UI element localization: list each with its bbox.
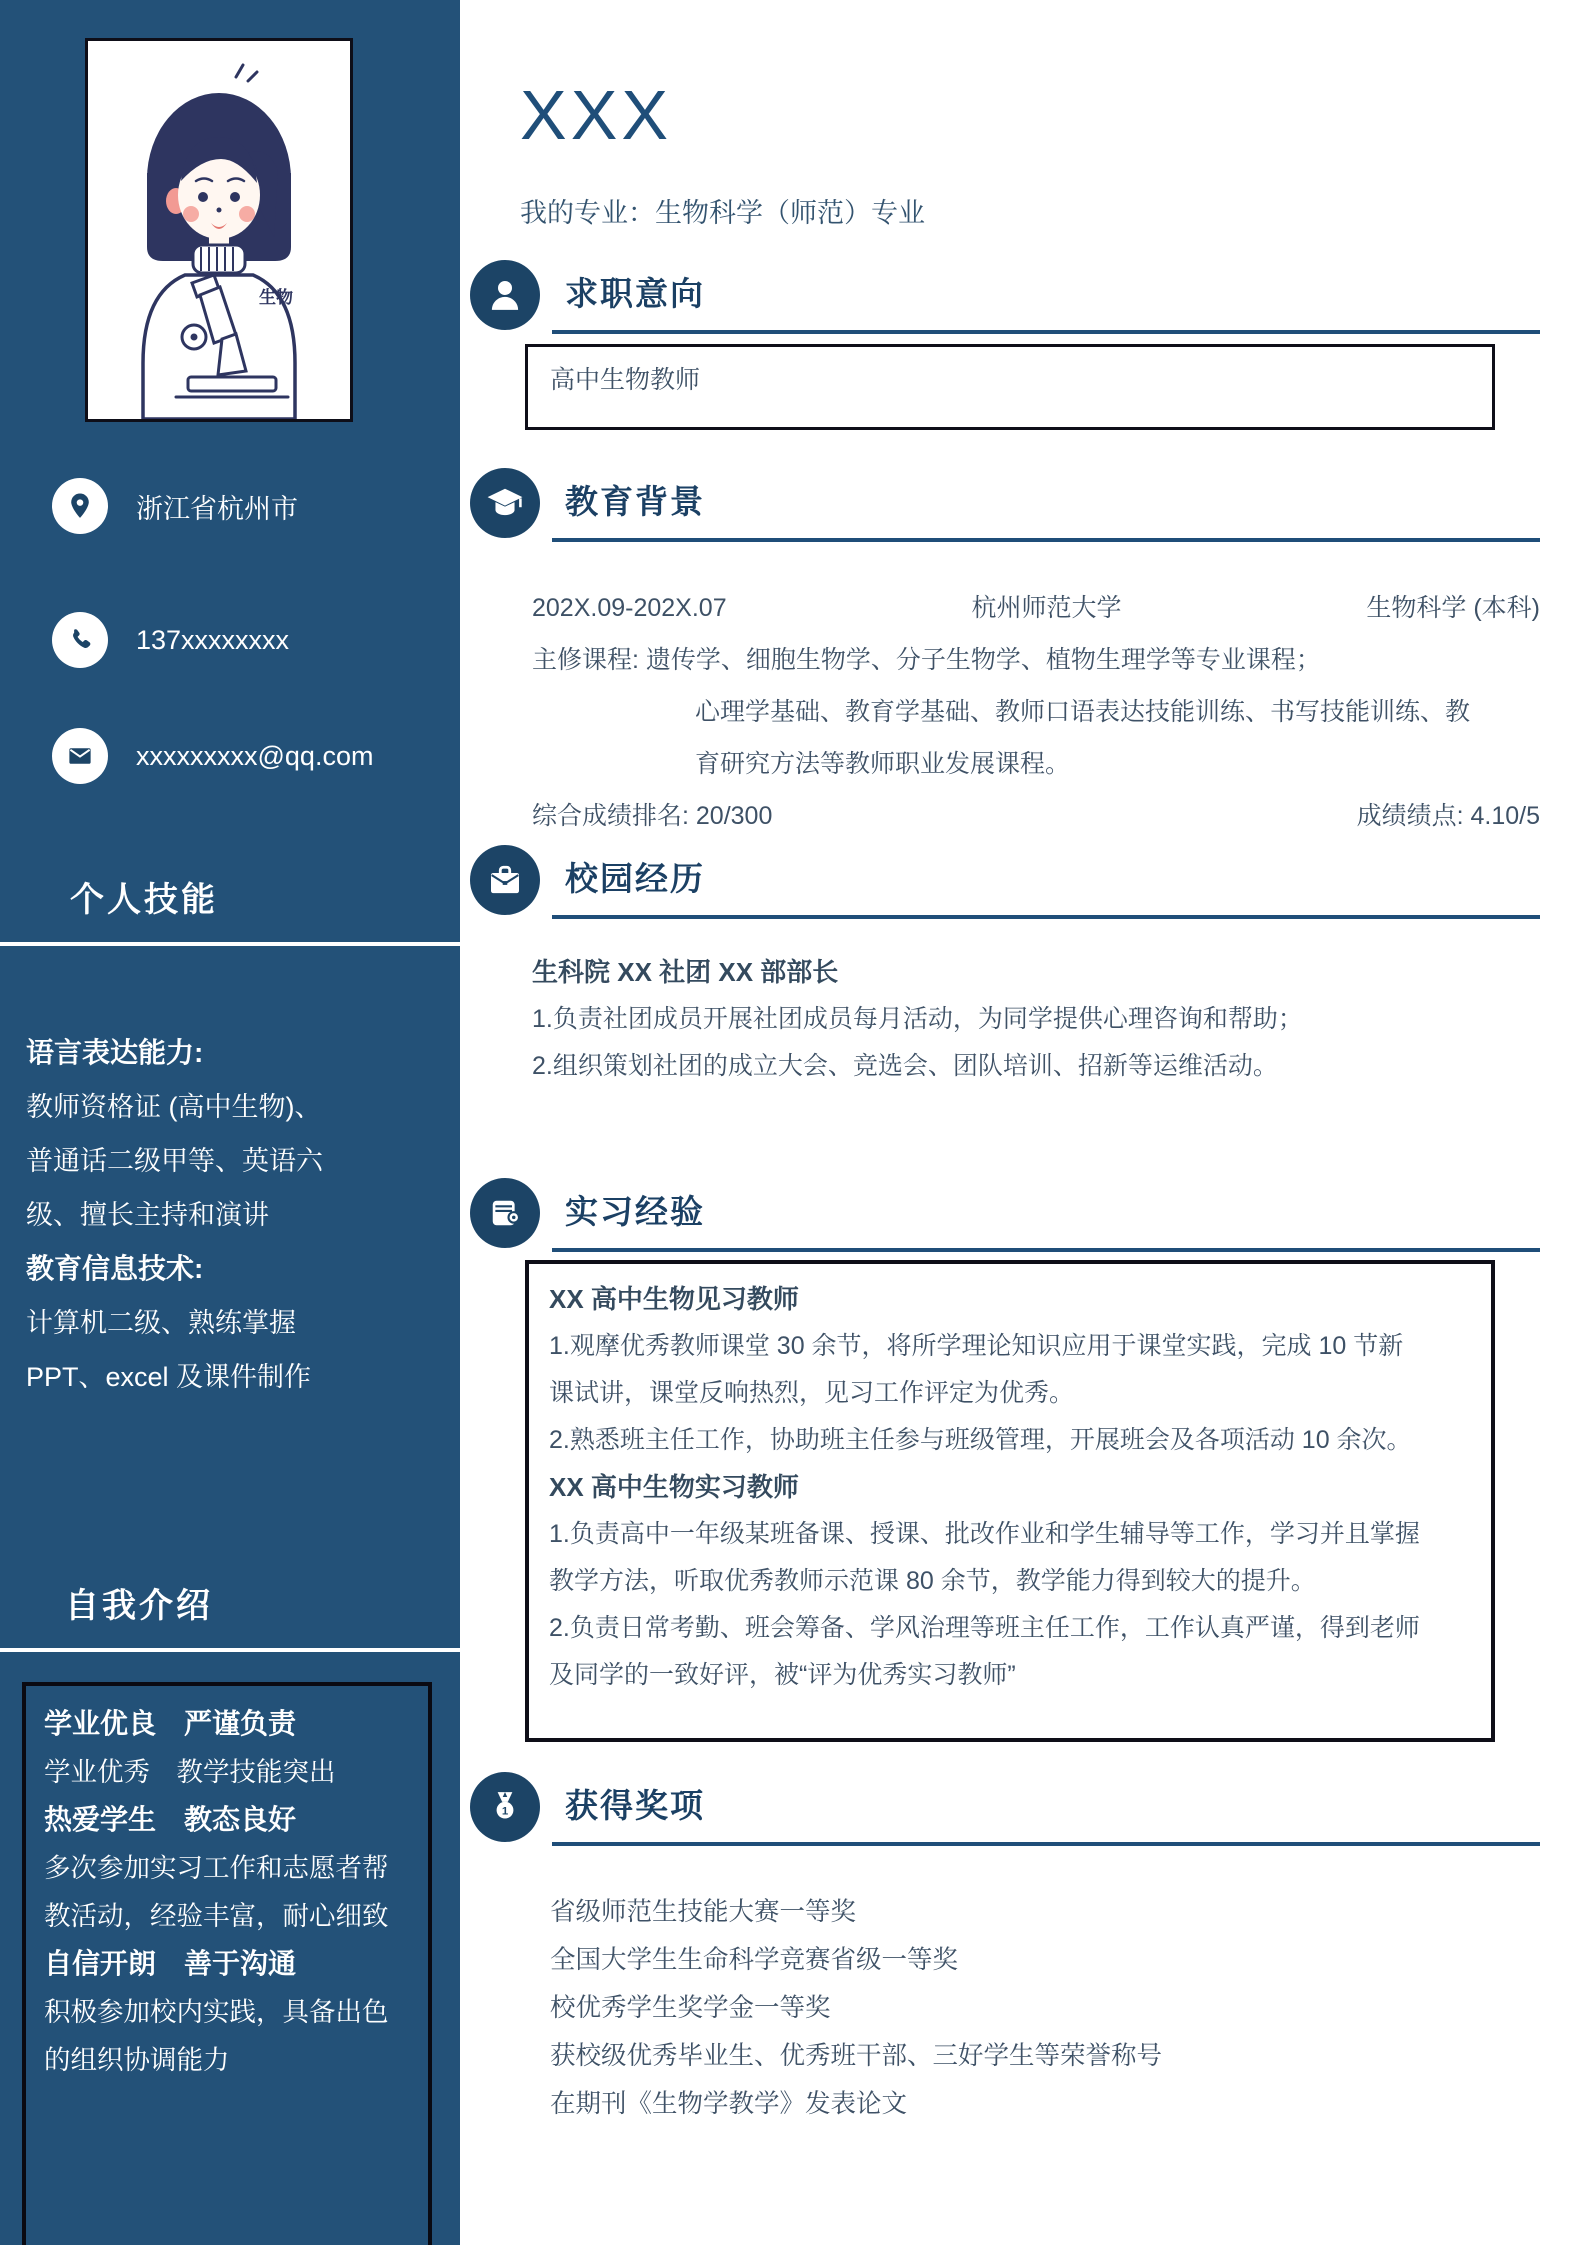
- section-underline: [552, 330, 1540, 334]
- section-education: [470, 468, 1540, 842]
- job-intent-value: 高中生物教师: [550, 366, 701, 394]
- graduation-cap-icon: [470, 468, 540, 538]
- internship-line: 1.负责高中一年级某班备课、授课、批改作业和学生辅导等工作，学习并且掌握: [549, 1520, 1420, 1548]
- internship-role: XX 高中生物见习教师: [549, 1284, 799, 1314]
- section-header: [470, 1178, 1540, 1252]
- intro-line: 多次参加实习工作和志愿者帮: [44, 1853, 389, 1883]
- internship-line: 及同学的一致好评，被“评为优秀实习教师”: [549, 1661, 1016, 1689]
- award-item: 校优秀学生奖学金一等奖: [550, 1994, 831, 2022]
- email-text: xxxxxxxxx@qq.com: [136, 740, 374, 771]
- phone-text: 137xxxxxxxx: [136, 624, 290, 655]
- briefcase-icon: [470, 845, 540, 915]
- education-summary-row: [532, 582, 1540, 634]
- candidate-name: XXX: [520, 76, 673, 154]
- education-courses-line: 育研究方法等教师职业发展课程。: [695, 750, 1071, 778]
- education-period: 202X.09-202X.07: [532, 594, 727, 622]
- self-intro-box: [22, 1682, 432, 2245]
- award-item: 全国大学生生命科学竞赛省级一等奖: [550, 1946, 959, 1974]
- intro-line: 的组织协调能力: [44, 2045, 230, 2075]
- section-header: [470, 1772, 1540, 1846]
- sidebar-divider: [0, 942, 460, 946]
- section-header: [470, 845, 1540, 919]
- skill-line: PPT、excel 及课件制作: [26, 1362, 312, 1392]
- campus-role: 生科院 XX 社团 XX 部部长: [532, 957, 839, 987]
- section-awards: [470, 1772, 1540, 2128]
- intro-section-title: 自我介绍: [65, 1587, 213, 1625]
- campus-content: [532, 949, 1540, 1090]
- intro-line: 教活动，经验丰富，耐心细致: [44, 1901, 389, 1931]
- profile-photo: [85, 38, 353, 422]
- skill-line: 级、擅长主持和演讲: [26, 1200, 269, 1230]
- section-title: 教育背景: [565, 483, 705, 520]
- section-campus: [470, 845, 1540, 1090]
- skill-line: 计算机二级、熟练掌握: [26, 1308, 296, 1338]
- sidebar-divider: [0, 1648, 460, 1652]
- svg-text:1: 1: [501, 1805, 509, 1818]
- education-content: [532, 582, 1540, 842]
- education-courses-line: 心理学基础、教育学基础、教师口语表达技能训练、书写技能训练、教: [695, 698, 1471, 726]
- medal-icon: [470, 1772, 540, 1842]
- skill-line: 教师资格证 (高中生物)、: [26, 1092, 322, 1122]
- section-internship: [470, 1178, 1540, 1742]
- sidebar: [0, 0, 460, 2245]
- internship-role: XX 高中生物实习教师: [549, 1472, 799, 1502]
- shirt-label-text: 生物: [259, 288, 293, 307]
- phone-icon: [52, 612, 108, 668]
- skill-line: 教育信息技术:: [26, 1253, 204, 1284]
- cartoon-portrait-illustration: [88, 41, 350, 419]
- education-gpa: 成绩绩点: 4.10/5: [1356, 802, 1540, 830]
- section-underline: [552, 1842, 1540, 1846]
- internship-line: 课试讲，课堂反响热烈，见习工作评定为优秀。: [549, 1379, 1075, 1407]
- education-rank: 综合成绩排名: 20/300: [532, 802, 773, 830]
- education-grades-row: [532, 790, 1540, 842]
- education-school: 杭州师范大学: [971, 594, 1122, 622]
- campus-item: 1.负责社团成员开展社团成员每月活动，为同学提供心理咨询和帮助；: [532, 1005, 1303, 1033]
- education-degree: 生物科学 (本科): [1366, 594, 1540, 622]
- job-intent-box: [525, 344, 1495, 430]
- skills-list: [26, 1026, 450, 1404]
- internship-line: 教学方法，听取优秀教师示范课 80 余节，教学能力得到较大的提升。: [549, 1567, 1316, 1595]
- award-item: 在期刊《生物学教学》发表论文: [550, 2090, 908, 2118]
- intro-line: 自信开朗 善于沟通: [44, 1948, 297, 1979]
- award-item: 获校级优秀毕业生、优秀班干部、三好学生等荣誉称号: [550, 2042, 1163, 2070]
- internship-line: 2.负责日常考勤、班会筹备、学风治理等班主任工作，工作认真严谨，得到老师: [549, 1614, 1420, 1642]
- education-courses-line: 主修课程: 遗传学、细胞生物学、分子生物学、植物生理学等专业课程；: [532, 646, 1321, 674]
- award-item: 省级师范生技能大赛一等奖: [550, 1898, 857, 1926]
- contact-phone: [52, 612, 289, 668]
- skill-line: 语言表达能力:: [26, 1037, 204, 1068]
- section-title: 获得奖项: [565, 1787, 705, 1824]
- location-text: 浙江省杭州市: [136, 493, 298, 524]
- skill-line: 普通话二级甲等、英语六: [26, 1146, 323, 1176]
- contact-location: [52, 478, 298, 534]
- major-subtitle: 我的专业：生物科学（师范）专业: [520, 198, 925, 228]
- intro-line: 学业优秀 教学技能突出: [44, 1757, 336, 1787]
- envelope-icon: [52, 728, 108, 784]
- internship-line: 2.熟悉班主任工作，协助班主任参与班级管理，开展班会及各项活动 10 余次。: [549, 1426, 1412, 1454]
- section-title: 校园经历: [565, 860, 705, 897]
- section-job-intent: [470, 260, 1540, 430]
- section-underline: [552, 1248, 1540, 1252]
- wallet-icon: [470, 1178, 540, 1248]
- campus-item: 2.组织策划社团的成立大会、竞选会、团队培训、招新等运维活动。: [532, 1052, 1278, 1080]
- intro-line: 学业优良 严谨负责: [44, 1708, 297, 1739]
- section-underline: [552, 538, 1540, 542]
- person-icon: [470, 260, 540, 330]
- location-pin-icon: [52, 478, 108, 534]
- section-header: [470, 468, 1540, 542]
- awards-list: [550, 1888, 1540, 2128]
- section-title: 实习经验: [565, 1193, 705, 1230]
- intro-line: 热爱学生 教态良好: [44, 1804, 297, 1835]
- intro-line: 积极参加校内实践，具备出色: [44, 1997, 389, 2027]
- contact-email: [52, 728, 373, 784]
- internship-line: 1.观摩优秀教师课堂 30 余节，将所学理论知识应用于课堂实践，完成 10 节新: [549, 1332, 1404, 1360]
- internship-box: [525, 1260, 1495, 1742]
- skills-section-title: 个人技能: [70, 881, 218, 919]
- section-header: [470, 260, 1540, 334]
- section-underline: [552, 915, 1540, 919]
- section-title: 求职意向: [565, 275, 705, 312]
